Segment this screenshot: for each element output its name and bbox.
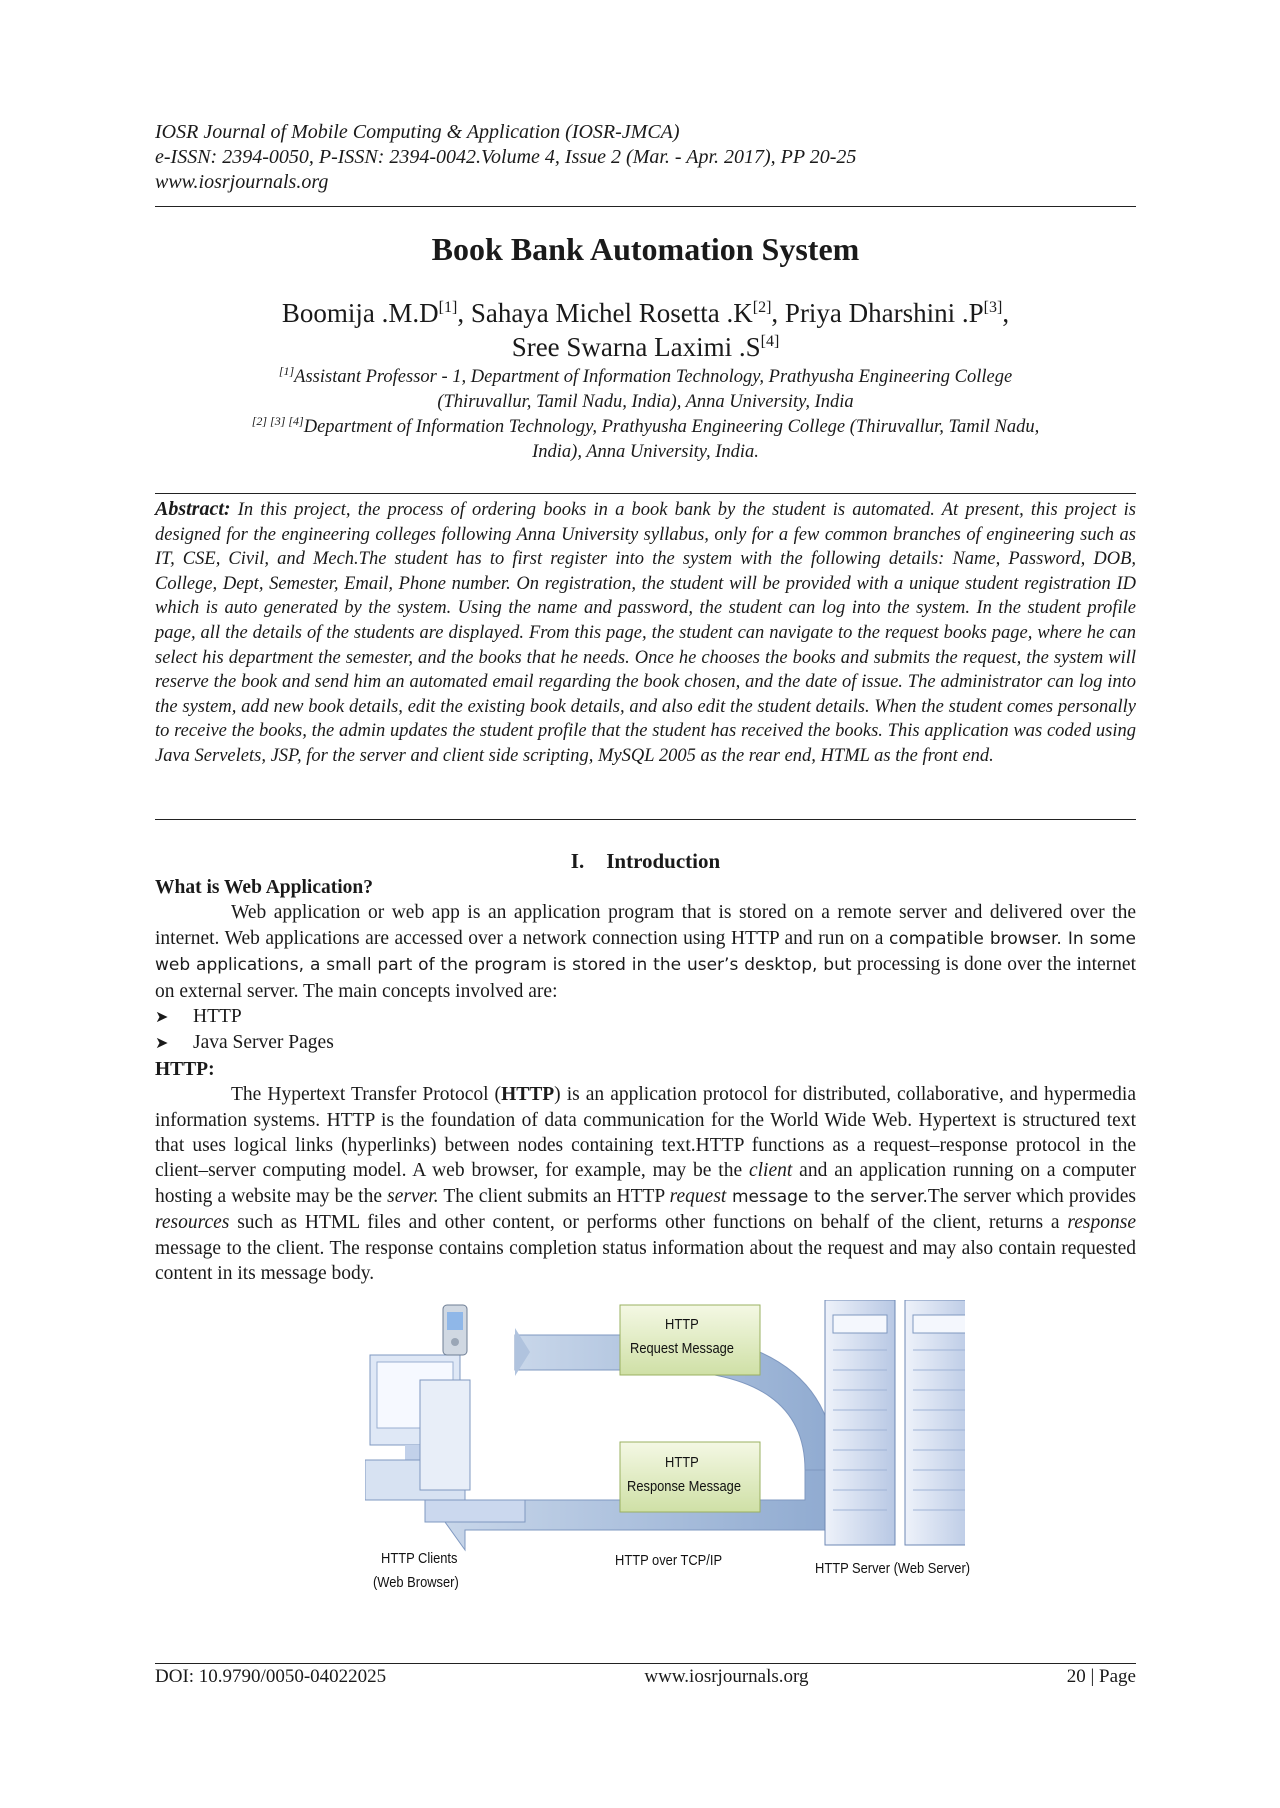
client-computer-icon: [365, 1355, 525, 1522]
affiliation-1-line2: (Thiruvallur, Tamil Nadu, India), Anna University, India: [437, 392, 854, 412]
http-text-response: response: [1067, 1212, 1136, 1234]
http-text-8: message to the client. The response contains completion status information about the request and may also contain requested content in its message body.: [155, 1237, 1136, 1285]
http-text-4: The client submits an HTTP: [438, 1185, 670, 1207]
section-title: Introduction: [606, 849, 721, 873]
clients-label-line2: (Web Browser): [373, 1574, 459, 1591]
abstract-label: Abstract:: [155, 498, 231, 520]
server-rack-icon: [825, 1300, 965, 1545]
transport-label: HTTP over TCP/IP: [615, 1552, 723, 1569]
affiliations: [155, 365, 1136, 465]
author-2: , Sahaya Michel Rosetta .K: [457, 298, 753, 328]
abstract-text: In this project, the process of ordering books in a book bank by the student is automated. At present, this project is designed for the engineering colleges following Anna University syllabus, only for a few common branches of engineering such as IT, CSE, Civil, and Mech.The student has to first register into the system with the following details: Name, Password, DOB, College, Dept, Semester, Email, Phone number. On registration, the student will be provided with a unique student registration ID which is auto generated by the system. Using the name and password, the student can log into the system. In the student profile page, all the details of the students are displayed. From this page, the student can navigate to the request books page, where he can select his department the semester, and the books that he needs. Once he chooses the books and submits the request, the system will reserve the book and send him an automated email regarding the book chosen, and the date of issue. The administrator can log into the system, add new book details, edit the existing book details, and also edit the student details. When the student comes personally to receive the books, the admin updates the student profile that the student has received the books. This application was coded using Java Servelets, JSP, for the server and client side scripting, MySQL 2005 as the rear end, HTML as the front end.: [155, 500, 1137, 766]
list-item-text: HTTP: [193, 1006, 242, 1028]
section-heading: [155, 849, 1136, 874]
arrow-bullet-icon: ➤: [155, 1009, 169, 1027]
footer-website: www.iosrjournals.org: [644, 1666, 809, 1687]
http-diagram: [365, 1300, 971, 1620]
author-2-ref: [2]: [752, 299, 772, 316]
list-item-text: Java Server Pages: [193, 1032, 334, 1054]
affiliation-1-ref: [1]: [278, 363, 295, 378]
journal-name: IOSR Journal of Mobile Computing & Application (IOSR-JMCA): [155, 121, 680, 143]
response-message-box: [620, 1442, 760, 1512]
http-paragraph: [155, 1082, 1136, 1286]
http-text-2: ) is an application protocol for distributed, collaborative, and hypermedia information systems. HTTP is the foundation of data communication for the World Wide Web. Hypertext is structured text that uses logical links (hyperlinks) between nodes containing text.HTTP functions as a request–response protocol in the client–server computing model. A web browser, for example, may be the: [155, 1084, 1136, 1182]
http-text-client: client: [748, 1160, 793, 1182]
http-text-1: The Hypertext Transfer Protocol (: [231, 1084, 502, 1106]
paper-title: Book Bank Automation System: [431, 231, 860, 267]
list-item: [155, 1004, 1136, 1030]
author-4-ref: [4]: [760, 333, 780, 350]
web-app-heading: What is Web Application?: [155, 877, 373, 898]
journal-issn: e-ISSN: 2394-0050, P-ISSN: 2394-0042.Volume 4, Issue 2 (Mar. - Apr. 2017), PP 20-25: [155, 146, 857, 168]
http-text-6: The server which provides: [927, 1185, 1137, 1207]
web-app-text-2: compatible browser. In some web applications, a small part of the program is stored in the user’s desktop, but: [155, 928, 1136, 976]
http-heading: HTTP:: [155, 1058, 215, 1080]
http-text-5: message to the server.: [726, 1186, 928, 1207]
request-box-line1: HTTP: [665, 1316, 699, 1333]
request-box-line2: Request Message: [630, 1340, 734, 1357]
page-number: 20 | Page: [1066, 1666, 1136, 1687]
http-text-server: server.: [387, 1185, 439, 1207]
page-footer: [155, 1666, 1136, 1688]
journal-website: www.iosrjournals.org: [155, 171, 329, 193]
web-app-text-3: processing is done over the internet on external server. The main concepts involved are:: [155, 954, 1136, 1002]
server-label: HTTP Server (Web Server): [815, 1560, 971, 1577]
web-app-section: [155, 875, 1136, 1287]
doi: DOI: 10.9790/0050-04022025: [155, 1666, 387, 1687]
http-text-resources: resources: [155, 1212, 230, 1234]
author-1-ref: [1]: [438, 299, 458, 316]
mobile-phone-icon: [443, 1305, 467, 1355]
web-app-paragraph: [155, 900, 1136, 1004]
journal-header: [155, 120, 1136, 195]
affiliation-2-ref: [2] [3] [4]: [251, 413, 304, 428]
section-number: I.: [570, 849, 585, 873]
web-app-text-1: Web application or web app is an application program that is stored on a remote server and delivered over the internet. Web applications are accessed over a network connection using HTTP and run on a: [155, 902, 1136, 949]
list-item: [155, 1030, 1136, 1056]
abstract: [155, 497, 1136, 769]
arrow-bullet-icon: ➤: [155, 1035, 169, 1053]
http-text-bold: HTTP: [501, 1084, 555, 1106]
abstract-bottom-rule: [155, 819, 1136, 820]
header-divider: [155, 206, 1136, 207]
author-3: , Priya Dharshini .P: [771, 298, 984, 328]
response-box-line2: Response Message: [627, 1478, 742, 1495]
author-1: Boomija .M.D: [281, 298, 439, 328]
author-3-tail: ,: [1002, 298, 1010, 328]
affiliation-1-line1: Assistant Professor - 1, Department of Information Technology, Prathyusha Engineering College: [294, 367, 1013, 387]
author-4: Sree Swarna Laximi .S: [511, 332, 761, 362]
affiliation-2-line2: India), Anna University, India.: [532, 442, 759, 462]
response-box-line1: HTTP: [665, 1454, 699, 1471]
author-list: [155, 296, 1136, 364]
affiliation-2-line1: Department of Information Technology, Prathyusha Engineering College (Thiruvallur, Tamil Nadu,: [303, 417, 1040, 437]
http-text-request: request: [669, 1185, 727, 1207]
clients-label-line1: HTTP Clients: [381, 1550, 458, 1567]
http-text-7: such as HTML files and other content, or performs other functions on behalf of the client, returns a: [229, 1212, 1068, 1234]
abstract-top-rule: [155, 493, 1136, 494]
http-text-3: and an application running on a computer hosting a website may be the: [155, 1160, 1136, 1207]
footer-divider: [155, 1663, 1136, 1664]
author-3-ref: [3]: [983, 299, 1003, 316]
